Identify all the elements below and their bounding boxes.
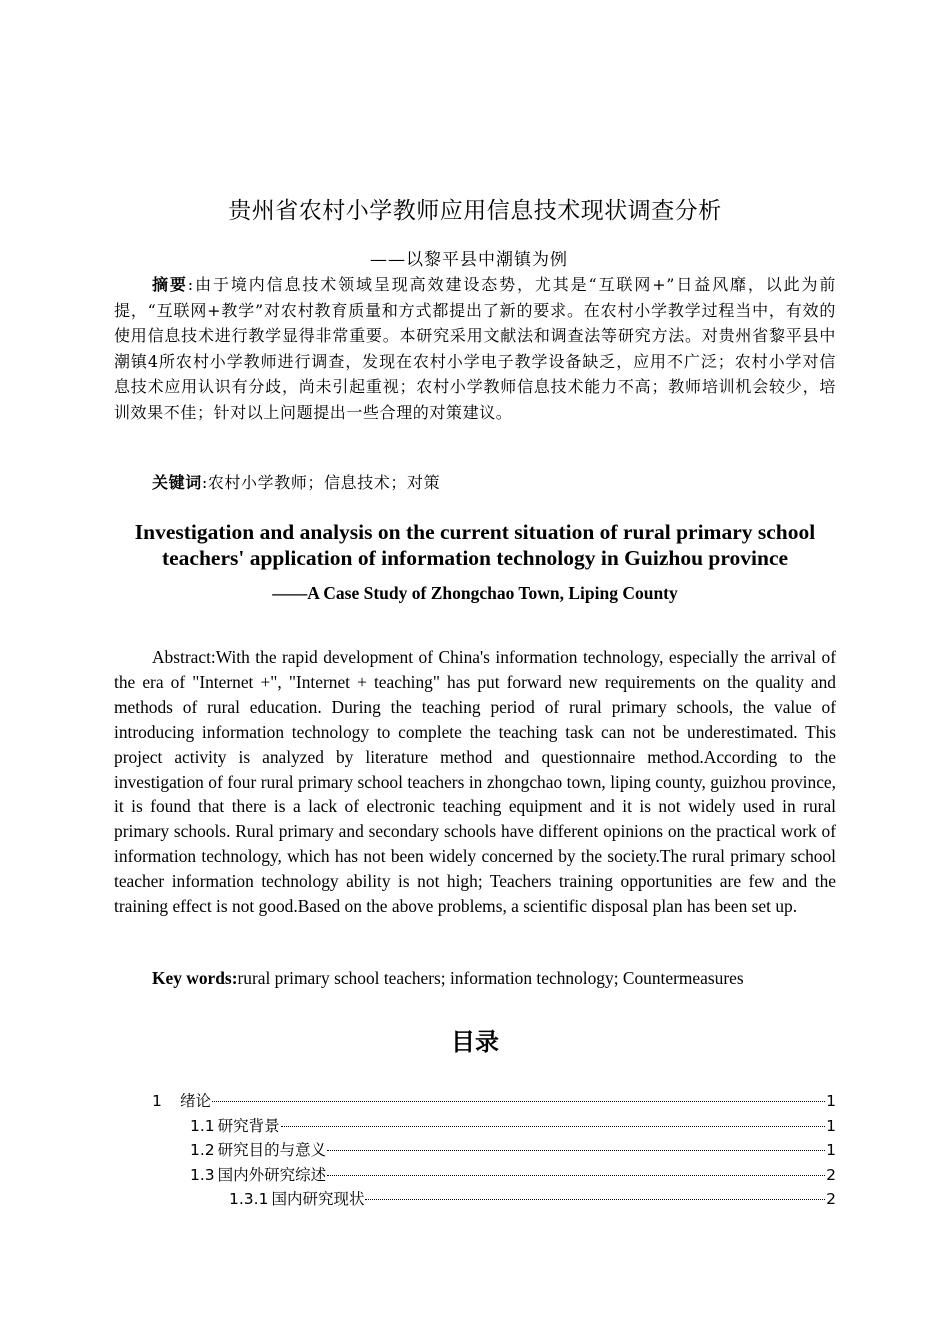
toc-entry-title: 研究目的与意义 xyxy=(217,1141,327,1159)
chinese-abstract-text: 由于境内信息技术领域呈现高效建设态势，尤其是“互联网+”日益风靡，以此为前提，“互联网+教学”对农村教育质量和方式都提出了新的要求。在农村小学教学过程当中，有效的使用信息技术进行教学显得非常重要。本研究采用文献法和调查法等研究方法。对贵州省黎平县中潮镇4所农村小学教师进行调查，发现在农村小学电子教学设备缺乏，应用不广泛；农村小学对信息技术应用认识有分歧，尚未引起重视；农村小学教师信息技术能力不高；教师培训机会较少，培训效果不佳；针对以上问题提出一些合理的对策建议。 xyxy=(114,275,837,422)
toc-entry-page: 2 xyxy=(826,1190,836,1208)
english-keywords xyxy=(152,968,744,989)
toc-entry-number: 1 xyxy=(152,1092,162,1110)
toc-entry-title: 国内研究现状 xyxy=(271,1190,365,1208)
chinese-title: 贵州省农村小学教师应用信息技术现状调查分析 xyxy=(228,198,722,224)
chinese-abstract xyxy=(114,272,836,425)
english-abstract: Abstract:With the rapid development of China's information technology, especially the arrival of the era of "Internet +", "Internet + teaching" has put forward new requirements on the quality and methods of rural education. During the teaching period of rural primary schools, the value of introducing information technology to complete the teaching task can not be underestimated. This project activity is analyzed by literature method and questionnaire method.According to the investigation of four rural primary school teachers in zhongchao town, liping county, guizhou province, it is found that there is a lack of electronic teaching equipment and it is not widely used in rural primary schools. Rural primary and secondary schools have different opinions on the practical work of information technology, which has not been widely concerned by the society.The rural primary school teacher information technology ability is not high; Teachers training opportunities are few and the training effect is not good.Based on the above problems, a scientific disposal plan has been set up. xyxy=(114,647,836,917)
toc-entry-page: 1 xyxy=(826,1116,836,1135)
english-keywords-label: Key words: xyxy=(152,968,238,988)
toc-entry[interactable] xyxy=(0,1187,950,1212)
toc-entry-page: 1 xyxy=(826,1141,836,1159)
chinese-keywords-label: 关键词 xyxy=(152,473,202,492)
toc-dot-leader xyxy=(212,1101,825,1102)
english-title: Investigation and analysis on the current situation of rural primary school teachers' application of information technology in Guizhou province xyxy=(134,520,816,570)
chinese-subtitle: ——以黎平县中潮镇为例 xyxy=(370,250,568,270)
toc-entry[interactable] xyxy=(0,1089,950,1114)
toc-entry-number: 1.2 xyxy=(190,1141,215,1159)
toc-heading: 目录 xyxy=(451,1028,499,1056)
toc-entry-page: 1 xyxy=(826,1092,836,1110)
toc-entry-number: 1.3.1 xyxy=(229,1190,269,1208)
toc-entry-page: 2 xyxy=(826,1165,836,1184)
toc-entry-title: 绪论 xyxy=(180,1092,212,1110)
toc-entry-title: 国内外研究综述 xyxy=(217,1165,327,1184)
chinese-keywords-separator: : xyxy=(201,473,208,492)
english-keywords-text: rural primary school teachers; information technology; Countermeasures xyxy=(237,968,744,988)
chinese-keywords xyxy=(152,470,440,493)
toc-entry[interactable] xyxy=(0,1138,950,1163)
toc-dot-leader xyxy=(365,1199,825,1200)
table-of-contents xyxy=(0,1089,950,1212)
toc-dot-leader xyxy=(327,1175,825,1176)
toc-entry[interactable] xyxy=(0,1163,950,1188)
toc-entry-number: 1.3 xyxy=(190,1165,215,1184)
english-subtitle: ——A Case Study of Zhongchao Town, Liping County xyxy=(272,583,678,603)
toc-entry[interactable] xyxy=(0,1114,950,1139)
toc-dot-leader xyxy=(327,1150,825,1151)
toc-dot-leader xyxy=(281,1126,825,1127)
toc-entry-title: 研究背景 xyxy=(217,1116,280,1135)
chinese-abstract-separator: : xyxy=(187,275,194,294)
chinese-keywords-text: 农村小学教师；信息技术；对策 xyxy=(207,473,441,492)
chinese-abstract-label: 摘要 xyxy=(152,275,188,294)
toc-entry-number: 1.1 xyxy=(190,1116,215,1135)
